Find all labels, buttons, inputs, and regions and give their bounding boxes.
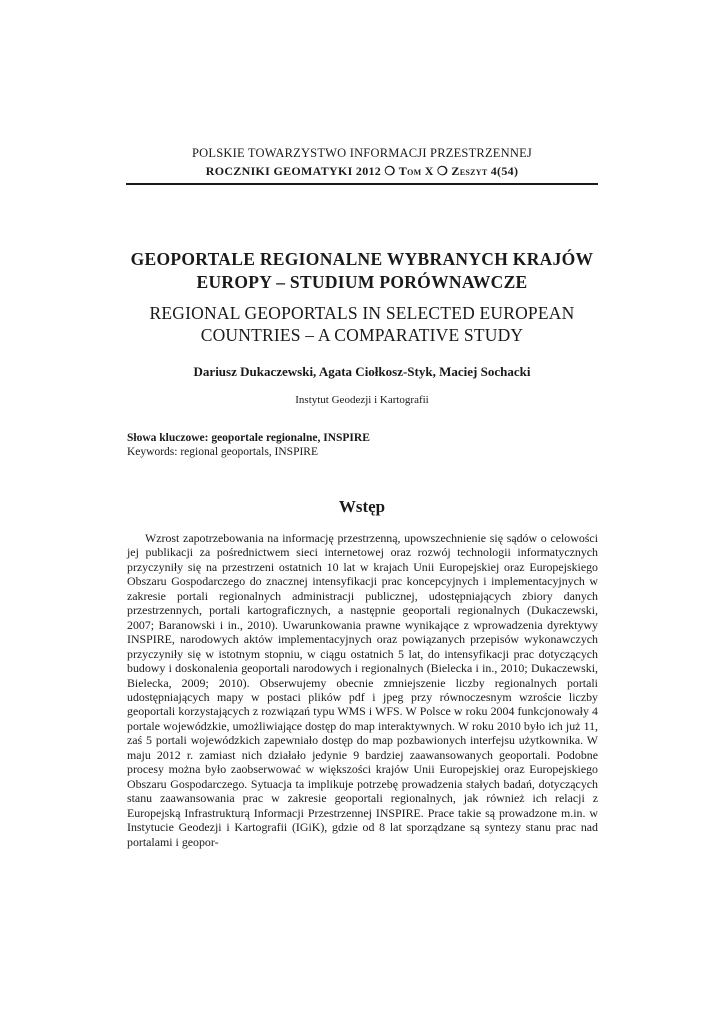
- volume-label: Tom X: [398, 164, 434, 178]
- journal-info: [0, 164, 724, 179]
- body-paragraph: Wzrost zapotrzebowania na informację przestrzenną, upowszechnienie się sądów o celowości jej publikacji za pośrednictwem sieci internetowej oraz rozwój technologii informatycznych przyczyniły się na przestrzeni ostatnich 10 lat w krajach Unii Europejskiej oraz Europejskiego Obszaru Gospodarczego do znacznej intensyfikacji prac koncepcyjnych i implementacyjnych w zakresie portali regionalnych administracji publicznej, udostępniających zbiory danych przestrzennych, portali kartograficznych, a następnie geoportali regionalnych (Dukaczewski, 2007; Baranowski i in., 2010). Uwarunkowania prawne wynikające z wprowadzenia dyrektywy INSPIRE, narodowych aktów implementacyjnych oraz powiązanych przepisów wykonawczych przyczyniły się w istotnym stopniu, w ciągu ostatnich 5 lat, do intensyfikacji prac dotyczących budowy i doskonalenia geoportali narodowych i regionalnych (Bielecka i in., 2010; Dukaczewski, Bielecka, 2009; 2010). Obserwujemy obecnie zmniejszenie liczby regionalnych portali udostępniających mapy w postaci plików pdf i jpeg przy równoczesnym wzroście liczby geoportali korzystających z rozwiązań typu WMS i WFS. W Polsce w roku 2004 funkcjonowały 4 portale wojewódzkie, umożliwiające dostęp do map interaktywnych. W roku 2010 było ich już 11, zaś 5 portali wojewódzkich zapewniało dostęp do map pozbawionych interfejsu użytkownika. W maju 2012 r. zamiast nich działało jedynie 9 bardziej zaawansowanych geoportali. Podobne procesy można było zaobserwować w większości krajów Unii Europejskiej oraz Europejskiego Obszaru Gospodarczego. Sytuacja ta implikuje potrzebę prowadzenia stałych badań, dotyczących stanu zaawansowania prac w zakresie geoportali regionalnych, jak również ich relacji z Europejską Infrastrukturą Informacji Przestrzennej INSPIRE. Prace takie są prowadzone m.in. w Instytucie Geodezji i Kartografii (IGiK), gdzie od 8 lat sporządzane są syntezy stanu prac nad portalami i geopor-: [127, 531, 598, 849]
- separator-icon: ❍: [384, 164, 396, 178]
- title-polish: GEOPORTALE REGIONALNE WYBRANYCH KRAJÓW EUROPY – STUDIUM PORÓWNAWCZE: [130, 249, 594, 292]
- society-name: POLSKIE TOWARZYSTWO INFORMACJI PRZESTRZENNEJ: [192, 146, 532, 160]
- keywords-english: Keywords: regional geoportals, INSPIRE: [127, 446, 318, 458]
- section-heading: Wstęp: [338, 497, 386, 516]
- authors: Dariusz Dukaczewski, Agata Ciołkosz-Styk, Maciej Sochacki: [193, 364, 531, 379]
- keywords-polish: Słowa kluczowe: geoportale regionalne, INSPIRE: [127, 432, 370, 444]
- issue-label: Zeszyt 4(54): [451, 164, 519, 178]
- keywords-block: [127, 431, 607, 459]
- title-english: REGIONAL GEOPORTALS IN SELECTED EUROPEAN COUNTRIES – A COMPARATIVE STUDY: [149, 303, 575, 345]
- journal-name: ROCZNIKI GEOMATYKI 2012: [205, 164, 382, 178]
- institute: Instytut Geodezji i Kartografii: [295, 394, 429, 406]
- header-rule: [126, 183, 598, 185]
- separator-icon: ❍: [437, 164, 449, 178]
